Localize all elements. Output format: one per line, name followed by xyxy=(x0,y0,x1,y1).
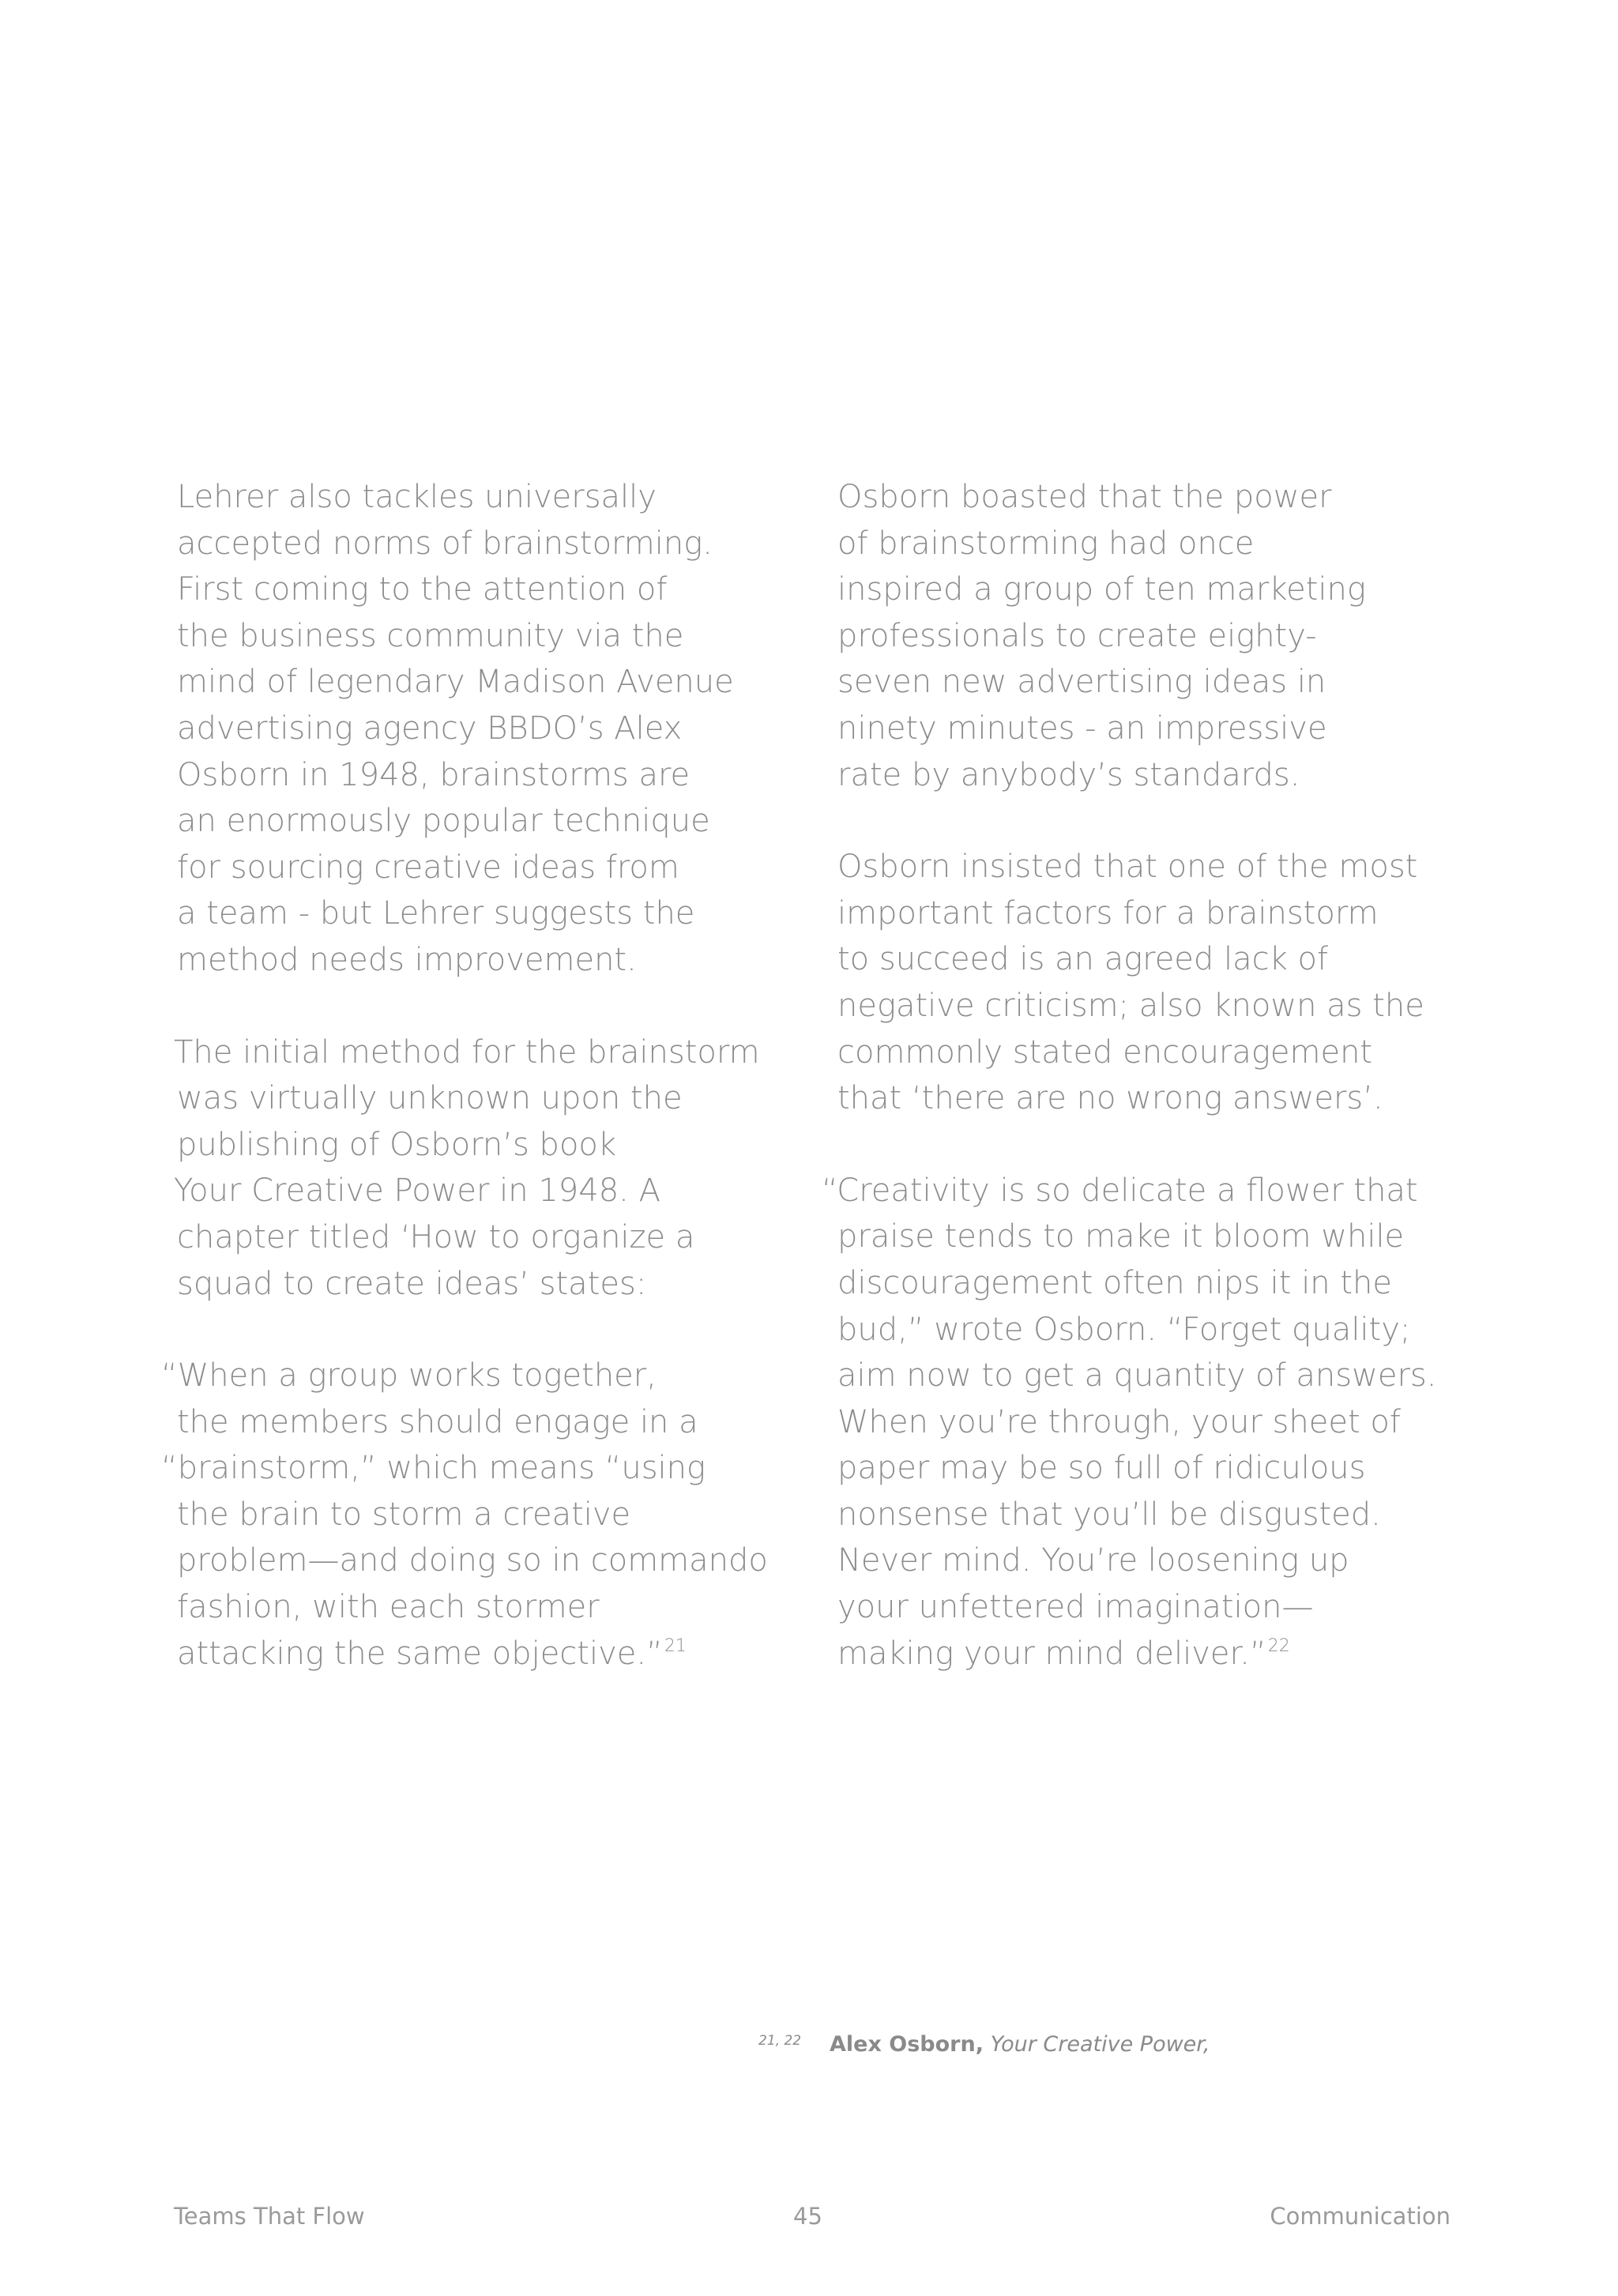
right-column xyxy=(822,474,1469,1722)
text-line: Lehrer also tackles universally xyxy=(177,479,657,515)
text-line: The initial method for the brainstorm xyxy=(174,1033,760,1071)
text-line: Osborn in 1948, brainstorms are xyxy=(177,756,690,793)
text-line: Osborn boasted that the power xyxy=(837,479,1332,515)
footnote-title: Your Creative Power, xyxy=(990,2032,1210,2057)
text-line: commonly stated encouragement xyxy=(837,1033,1373,1071)
footnote-author: Alex Osborn, xyxy=(830,2032,984,2057)
left-quote xyxy=(161,1353,809,1677)
text-line: for sourcing creative ideas from xyxy=(177,849,679,886)
right-paragraph-2 xyxy=(837,844,1469,1122)
footnote-marker: 22 xyxy=(1267,1635,1290,1656)
quote-text: making your mind deliver.” xyxy=(837,1635,1266,1672)
quote-line: “When a group works together, xyxy=(161,1357,657,1395)
quote-line xyxy=(177,1631,809,1677)
quote-line: fashion, with each stormer xyxy=(177,1589,600,1626)
quote-line: the members should engage in a xyxy=(177,1403,698,1440)
text-line: method needs improvement. xyxy=(177,941,637,978)
footer-book-title: Teams That Flow xyxy=(174,2203,365,2230)
quote-line: “Creativity is so delicate a flower that xyxy=(822,1172,1418,1209)
right-paragraph-1 xyxy=(837,474,1469,798)
left-paragraph-1 xyxy=(177,474,809,984)
quote-line: When you’re through, your sheet of xyxy=(837,1403,1401,1440)
quote-line: Never mind. You’re loosening up xyxy=(837,1542,1349,1579)
text-line: the business community via the xyxy=(177,617,684,654)
text-line: ninety minutes - an impressive xyxy=(837,710,1327,747)
text-line: negative criticism; also known as the xyxy=(837,987,1424,1024)
text-line: to succeed is an agreed lack of xyxy=(837,941,1329,978)
page-number: 45 xyxy=(793,2203,822,2230)
text-line: inspired a group of ten marketing xyxy=(837,571,1366,608)
quote-line: the brain to storm a creative xyxy=(177,1496,631,1533)
text-line: mind of legendary Madison Avenue xyxy=(177,664,734,701)
text-line: Your Creative Power in 1948. A xyxy=(174,1172,660,1210)
footnote-numbers: 21, 22 xyxy=(758,2033,802,2049)
footnote xyxy=(758,2032,1210,2057)
quote-line: bud,” wrote Osborn. “Forget quality; xyxy=(837,1311,1411,1348)
text-line: rate by anybody’s standards. xyxy=(837,756,1300,793)
text-line: publishing of Osborn’s book xyxy=(177,1126,617,1163)
text-line: an enormously popular technique xyxy=(177,803,710,840)
text-line: accepted norms of brainstorming. xyxy=(177,525,713,562)
quote-line: your unfettered imagination— xyxy=(837,1589,1314,1626)
text-line: that ‘there are no wrong answers’. xyxy=(837,1080,1383,1117)
text-line: squad to create ideas’ states: xyxy=(177,1265,647,1302)
left-paragraph-2 xyxy=(174,1029,809,1308)
quote-line: aim now to get a quantity of answers. xyxy=(837,1357,1437,1395)
left-column xyxy=(161,474,809,1722)
quote-line: “brainstorm,” which means “using xyxy=(161,1450,706,1487)
text-line: seven new advertising ideas in xyxy=(837,664,1326,701)
text-line: of brainstorming had once xyxy=(837,525,1255,562)
text-line: advertising agency BBDO’s Alex xyxy=(177,710,683,747)
quote-line: problem—and doing so in commando xyxy=(177,1542,768,1579)
quote-line: nonsense that you’ll be disgusted. xyxy=(837,1496,1381,1533)
quote-line: discouragement often nips it in the xyxy=(837,1264,1393,1301)
text-line: professionals to create eighty- xyxy=(837,617,1317,654)
footnote-marker: 21 xyxy=(664,1635,687,1656)
quote-line xyxy=(837,1631,1469,1677)
text-line: chapter titled ‘How to organize a xyxy=(177,1218,695,1255)
footer-section-title: Communication xyxy=(1270,2203,1451,2230)
quote-line: paper may be so full of ridiculous xyxy=(837,1450,1366,1487)
text-line: Osborn insisted that one of the most xyxy=(837,849,1418,886)
right-quote xyxy=(822,1168,1469,1677)
text-line: a team - but Lehrer suggests the xyxy=(177,895,695,932)
page-footer xyxy=(174,2203,1451,2234)
quote-line: praise tends to make it bloom while xyxy=(837,1218,1405,1255)
text-line: was virtually unknown upon the xyxy=(177,1080,683,1117)
text-line: important factors for a brainstorm xyxy=(837,894,1379,932)
quote-text: attacking the same objective.” xyxy=(177,1635,663,1672)
text-line: First coming to the attention of xyxy=(177,571,668,608)
